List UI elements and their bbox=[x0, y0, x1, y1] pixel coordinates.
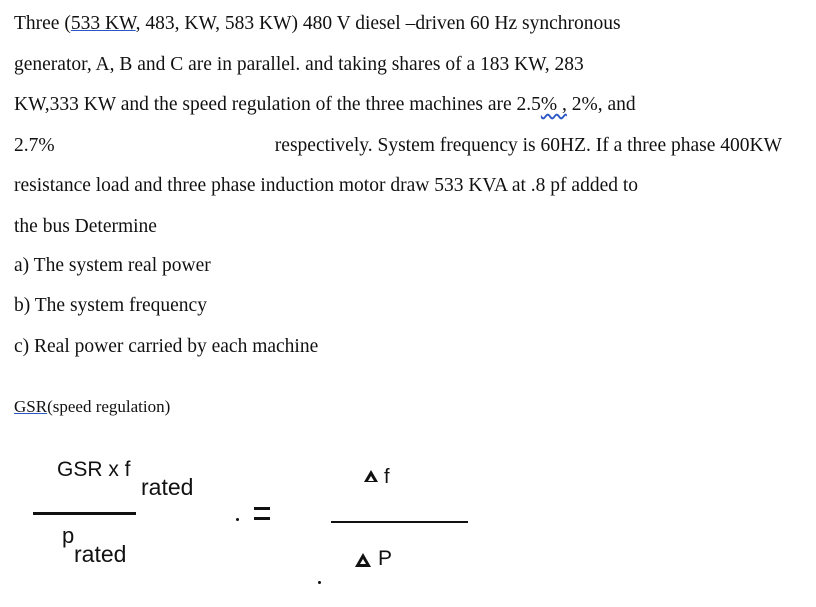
problem-line-4 bbox=[14, 126, 782, 167]
gsr-heading-rest: (speed regulation) bbox=[47, 397, 171, 416]
delta-icon bbox=[355, 553, 371, 567]
stray-dot bbox=[318, 581, 321, 584]
text: 2.7% bbox=[14, 134, 55, 156]
question-b: b) The system frequency bbox=[14, 295, 207, 316]
text: KW,333 KW and the speed regulation of the three machines are 2.5 bbox=[14, 94, 541, 115]
formula-denominator: p bbox=[62, 523, 75, 548]
formula-rhs-denominator: P bbox=[378, 547, 393, 570]
equals-sign-top bbox=[254, 507, 270, 510]
question-a: a) The system real power bbox=[14, 255, 211, 276]
gsr-heading bbox=[14, 397, 170, 417]
problem-line-3 bbox=[14, 85, 782, 126]
question-c: c) Real power carried by each machine bbox=[14, 336, 319, 357]
text: respectively. System frequency is 60HZ. If a three phase 400KW bbox=[274, 134, 782, 156]
problem-statement bbox=[14, 4, 782, 247]
text: Three ( bbox=[14, 13, 71, 34]
problem-line-2 bbox=[14, 45, 782, 86]
text: resistance load and three phase induction motor draw 533 KVA at .8 pf added to bbox=[14, 175, 639, 196]
formula-numerator-subscript: rated bbox=[141, 474, 194, 500]
problem-line-6 bbox=[14, 207, 782, 248]
gsr-heading-underlined: GSR bbox=[14, 397, 48, 416]
fraction-bar-right bbox=[331, 521, 468, 523]
text: , 483, KW, 583 KW) 480 V diesel –driven 60 Hz synchronous bbox=[135, 13, 621, 34]
fraction-bar-left bbox=[33, 512, 136, 515]
text: 2%, and bbox=[566, 94, 636, 115]
wavy-underlined-text: % , bbox=[540, 94, 567, 115]
problem-line-1 bbox=[14, 4, 782, 45]
problem-line-5 bbox=[14, 166, 782, 207]
underlined-value: 533 KW bbox=[70, 13, 136, 34]
formula-numerator: GSR x f bbox=[57, 458, 131, 481]
equals-sign-bottom bbox=[254, 517, 270, 520]
text: generator, A, B and C are in parallel. and taking shares of a 183 KW, 283 bbox=[14, 53, 584, 75]
formula-rhs-numerator: f bbox=[384, 466, 390, 488]
delta-icon bbox=[364, 470, 378, 482]
formula-denominator-subscript: rated bbox=[74, 541, 127, 567]
text: the bus Determine bbox=[14, 215, 157, 237]
stray-dot bbox=[236, 518, 239, 521]
